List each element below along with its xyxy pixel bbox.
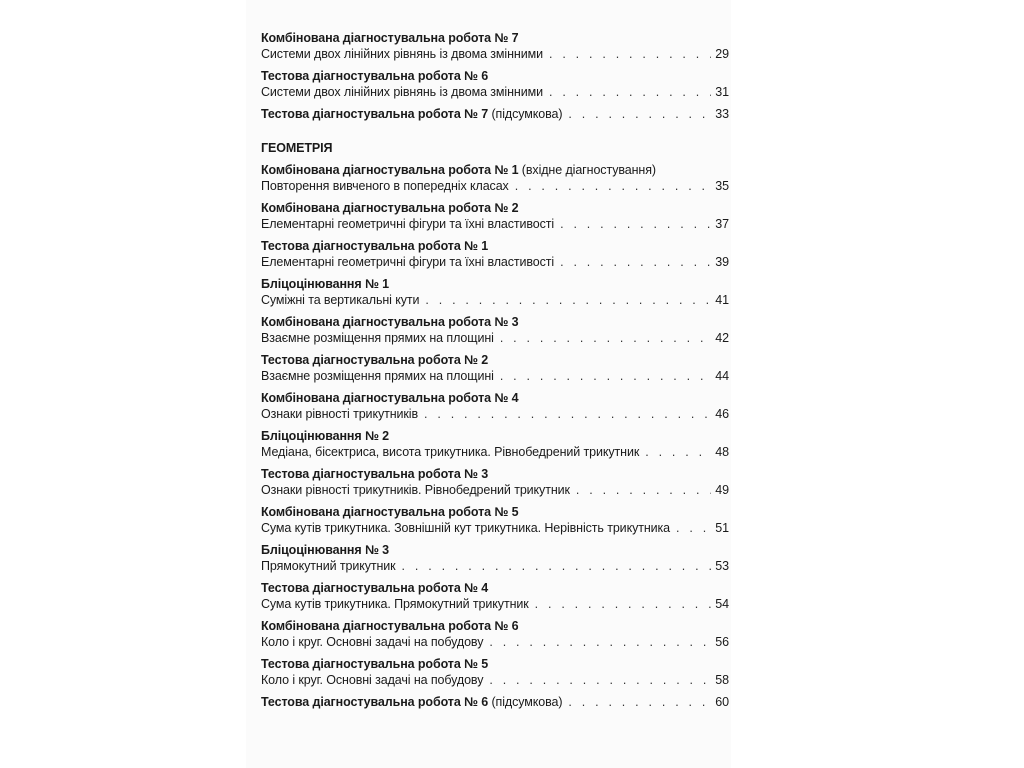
toc-entry-subtitle: Сума кутів трикутника. Прямокутний трикутник [261, 597, 529, 611]
toc-entry [261, 68, 729, 100]
toc-entry [261, 238, 729, 270]
geometry-toc-list [261, 162, 729, 688]
toc-entry-title-text: Комбінована діагностувальна робота № 2 [261, 201, 519, 215]
dot-leader [645, 444, 711, 460]
toc-entry [261, 504, 729, 536]
toc-entry [261, 162, 729, 194]
toc-entry-subtitle: Системи двох лінійних рівнянь із двома змінними [261, 85, 543, 99]
toc-entry-line [261, 368, 729, 384]
toc-entry [261, 314, 729, 346]
toc-entry-line [261, 84, 729, 100]
dot-leader [568, 694, 711, 710]
toc-entry-line [261, 46, 729, 62]
toc-entry-title [261, 314, 729, 330]
toc-entry-line [261, 596, 729, 612]
toc-entry [261, 656, 729, 688]
toc-entry-title-text: Тестова діагностувальна робота № 5 [261, 657, 489, 671]
toc-entry-title-text: Комбінована діагностувальна робота № 5 [261, 505, 519, 519]
section-title: ГЕОМЕТРІЯ [261, 141, 333, 155]
toc-entry-title-text: Тестова діагностувальна робота № 2 [261, 353, 489, 367]
toc-entry [261, 276, 729, 308]
toc-entry-subtitle: Взаємне розміщення прямих на площині [261, 369, 494, 383]
toc-entry-title [261, 428, 729, 444]
toc-entry-line [261, 106, 729, 122]
toc-entry-page: 31 [715, 85, 729, 99]
dot-leader [576, 482, 711, 498]
toc-entry-line [261, 444, 729, 460]
toc-entry [261, 352, 729, 384]
dot-leader [560, 216, 711, 232]
toc-entry-title [261, 580, 729, 596]
toc-entry-title-suffix: (вхідне діагностування) [518, 163, 656, 177]
dot-leader [424, 406, 711, 422]
toc-entry-page: 54 [715, 597, 729, 611]
toc-entry [261, 542, 729, 574]
toc-entry-page: 42 [715, 331, 729, 345]
toc-entry-page: 53 [715, 559, 729, 573]
toc-entry-line [261, 482, 729, 498]
toc-entry-title [261, 68, 729, 84]
toc-entry-title-text: Комбінована діагностувальна робота № 6 [261, 619, 519, 633]
toc-entry-title-text: Тестова діагностувальна робота № 1 [261, 239, 489, 253]
dot-leader [489, 634, 711, 650]
toc-entry-title [261, 504, 729, 520]
toc-entry-page: 44 [715, 369, 729, 383]
toc-entry-subtitle: Прямокутний трикутник [261, 559, 396, 573]
toc-entry-line [261, 634, 729, 650]
toc-entry-page: 46 [715, 407, 729, 421]
toc-entry-title [261, 106, 562, 122]
dot-leader [560, 254, 711, 270]
toc-entry-title-text: Комбінована діагностувальна робота № 7 [261, 31, 519, 45]
toc-entry-page: 35 [715, 179, 729, 193]
toc-entry-line [261, 254, 729, 270]
toc-entry [261, 466, 729, 498]
dot-leader [676, 520, 711, 536]
table-of-contents [261, 30, 729, 716]
toc-entry [261, 390, 729, 422]
toc-entry-line [261, 330, 729, 346]
toc-entry-line [261, 520, 729, 536]
toc-entry-title-text: Бліцоцінювання № 3 [261, 543, 389, 557]
toc-entry-title [261, 162, 729, 178]
dot-leader [425, 292, 711, 308]
toc-entry-title [261, 618, 729, 634]
dot-leader [549, 84, 711, 100]
dot-leader [535, 596, 712, 612]
toc-entry-title [261, 390, 729, 406]
dot-leader [500, 330, 711, 346]
dot-leader [549, 46, 711, 62]
toc-entry-line [261, 292, 729, 308]
toc-entry-title [261, 656, 729, 672]
toc-entry-title-text: Бліцоцінювання № 1 [261, 277, 389, 291]
toc-entry-title-text: Комбінована діагностувальна робота № 1 [261, 163, 519, 177]
toc-entry-page: 41 [715, 293, 729, 307]
toc-entry-page: 48 [715, 445, 729, 459]
toc-entry-subtitle: Елементарні геометричні фігури та їхні властивості [261, 217, 555, 231]
toc-entry-subtitle: Елементарні геометричні фігури та їхні властивості [261, 255, 555, 269]
dot-leader [500, 368, 711, 384]
toc-entry-title [261, 352, 729, 368]
toc-entry-page: 39 [715, 255, 729, 269]
toc-entry-title-text: Тестова діагностувальна робота № 4 [261, 581, 489, 595]
toc-entry-subtitle: Системи двох лінійних рівнянь із двома змінними [261, 47, 543, 61]
toc-entry-title [261, 542, 729, 558]
toc-entry-subtitle: Медіана, бісектриса, висота трикутника. Рівнобедрений трикутник [261, 445, 640, 459]
toc-entry-line [261, 694, 729, 710]
dot-leader [402, 558, 712, 574]
toc-entry-page: 58 [715, 673, 729, 687]
toc-entry-page: 29 [715, 47, 729, 61]
toc-entry-title-text: Тестова діагностувальна робота № 3 [261, 467, 489, 481]
toc-entry-title-text: Тестова діагностувальна робота № 6 [261, 695, 489, 709]
toc-entry-title-text: Тестова діагностувальна робота № 7 [261, 107, 489, 121]
toc-entry-line [261, 178, 729, 194]
toc-entry [261, 428, 729, 460]
toc-entry-title-text: Комбінована діагностувальна робота № 4 [261, 391, 519, 405]
toc-entry-title [261, 276, 729, 292]
toc-entry-subtitle: Коло і круг. Основні задачі на побудову [261, 673, 484, 687]
dot-leader [489, 672, 711, 688]
toc-entry [261, 30, 729, 62]
toc-entry [261, 580, 729, 612]
toc-entry-title-suffix: (підсумкова) [488, 695, 563, 709]
toc-entry-subtitle: Ознаки рівності трикутників [261, 407, 418, 421]
toc-entry-line [261, 216, 729, 232]
toc-entry-page: 49 [715, 483, 729, 497]
toc-entry-title [261, 200, 729, 216]
toc-entry-page: 33 [715, 107, 729, 121]
toc-entry-page: 37 [715, 217, 729, 231]
toc-entry-subtitle: Повторення вивченого в попередніх класах [261, 179, 509, 193]
toc-entry-page: 60 [715, 695, 729, 709]
toc-entry-title [261, 694, 562, 710]
toc-entry-title-text: Тестова діагностувальна робота № 6 [261, 69, 489, 83]
toc-entry-title-text: Бліцоцінювання № 2 [261, 429, 389, 443]
toc-entry-subtitle: Сума кутів трикутника. Зовнішній кут трикутника. Нерівність трикутника [261, 521, 671, 535]
toc-entry-line [261, 406, 729, 422]
toc-entry [261, 694, 729, 710]
toc-entry-subtitle: Коло і круг. Основні задачі на побудову [261, 635, 484, 649]
toc-entry-subtitle: Ознаки рівності трикутників. Рівнобедрений трикутник [261, 483, 570, 497]
toc-entry-page: 51 [715, 521, 729, 535]
toc-entry-line [261, 672, 729, 688]
toc-entry-title [261, 238, 729, 254]
toc-entry-title [261, 466, 729, 482]
toc-entry-line [261, 558, 729, 574]
toc-entry-subtitle: Взаємне розміщення прямих на площині [261, 331, 494, 345]
toc-entry-page: 56 [715, 635, 729, 649]
toc-entry [261, 618, 729, 650]
toc-entry-title-text: Комбінована діагностувальна робота № 3 [261, 315, 519, 329]
toc-entry [261, 106, 729, 122]
toc-entry-subtitle: Суміжні та вертикальні кути [261, 293, 420, 307]
dot-leader [568, 106, 711, 122]
toc-entry [261, 200, 729, 232]
toc-entry-title-suffix: (підсумкова) [488, 107, 563, 121]
dot-leader [515, 178, 712, 194]
toc-entry-title [261, 30, 729, 46]
